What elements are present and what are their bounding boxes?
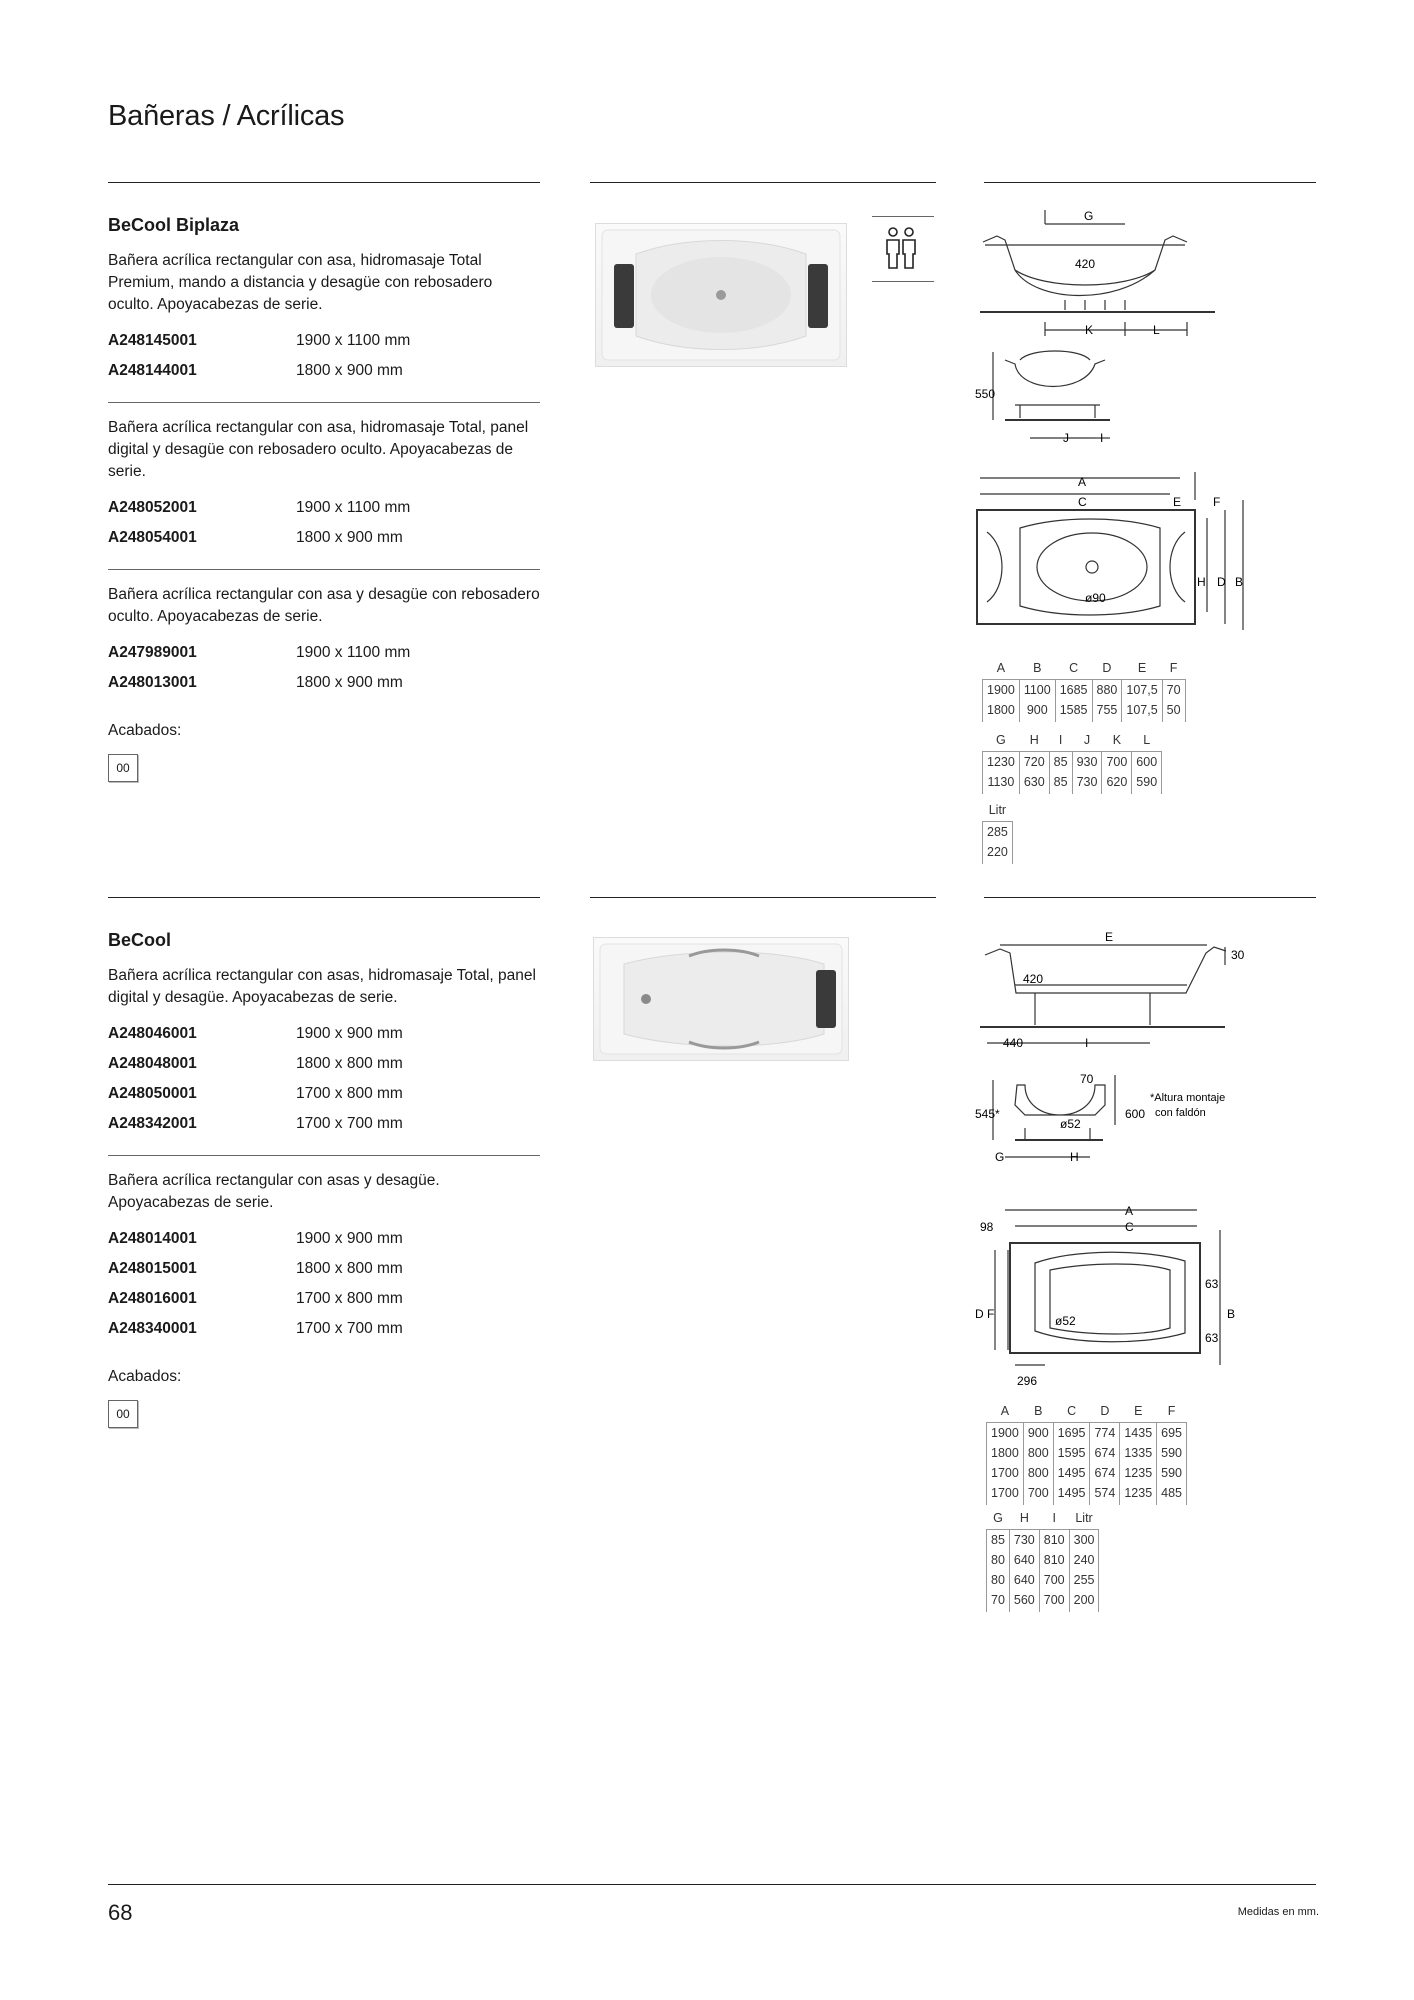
dim-label: 63 bbox=[1205, 1277, 1219, 1291]
technical-drawing-biplaza bbox=[975, 210, 1295, 650]
dim-label: 440 bbox=[1003, 1036, 1024, 1050]
table-row: A248046001 1900 x 900 mm bbox=[108, 1025, 403, 1042]
table-row: A248342001 1700 x 700 mm bbox=[108, 1115, 403, 1132]
table-row: A248054001 1800 x 900 mm bbox=[108, 529, 403, 546]
table-row: 85 730 810 300 bbox=[987, 1530, 1099, 1551]
dim-label: I bbox=[1100, 431, 1104, 445]
divider bbox=[108, 897, 540, 898]
product-description: Bañera acrílica rectangular con asas, hidromasaje Total, panel digital y desagüe. Apoyacabezas de serie. bbox=[108, 967, 536, 1006]
table-row: 1230 720 85 930 700 600 bbox=[983, 752, 1162, 773]
table-row: 1800 900 1585 755 107,5 50 bbox=[983, 700, 1186, 722]
dim-label: I bbox=[1085, 1036, 1089, 1050]
drain-label: ø52 bbox=[1060, 1117, 1081, 1131]
note-text: *Altura montaje bbox=[1150, 1092, 1226, 1104]
dimension-table-4: A B C D E F 1900 900 1695 774 1435 695 1800 800 1595 674 1335 590 1700 800 1495 674 1235 590 1700 700 1495 574 1235 485 bbox=[986, 1403, 1187, 1505]
dim-label: 550 bbox=[975, 387, 996, 401]
dim-label: E bbox=[1105, 930, 1114, 944]
becool-section bbox=[108, 930, 540, 1428]
finish-swatch[interactable]: 00 bbox=[108, 1400, 138, 1428]
table-row: 1900 900 1695 774 1435 695 bbox=[987, 1423, 1187, 1444]
table-row: A248050001 1700 x 800 mm bbox=[108, 1085, 403, 1102]
dim-label: 63 bbox=[1205, 1331, 1219, 1345]
divider bbox=[108, 569, 540, 570]
table-row: A248340001 1700 x 700 mm bbox=[108, 1320, 403, 1337]
page-title: Bañeras / Acrílicas bbox=[108, 100, 345, 132]
product-description: Bañera acrílica rectangular con asas y desagüe. Apoyacabezas de serie. bbox=[108, 1172, 440, 1211]
table-row: A248144001 1800 x 900 mm bbox=[108, 362, 403, 379]
table-row: 220 bbox=[983, 842, 1013, 864]
dim-label: J bbox=[1063, 431, 1069, 445]
note-text: con faldón bbox=[1155, 1107, 1206, 1119]
two-persons-icon bbox=[884, 226, 918, 275]
product-description: Bañera acrílica rectangular con asa y desagüe con rebosadero oculto. Apoyacabezas de serie. bbox=[108, 586, 540, 625]
dimension-table-3: Litr 285 220 bbox=[982, 802, 1013, 864]
table-row: 80 640 810 240 bbox=[987, 1550, 1099, 1570]
dimension-table-5: G H I Litr 85 730 810 300 80 640 810 240 80 640 700 255 70 560 700 200 bbox=[986, 1510, 1099, 1612]
bathtub-image bbox=[594, 938, 848, 1060]
table-row: 1900 1100 1685 880 107,5 70 bbox=[983, 680, 1186, 701]
finishes-label: Acabados: bbox=[108, 722, 182, 739]
table-row: A248014001 1900 x 900 mm bbox=[108, 1230, 403, 1247]
code-table bbox=[108, 638, 410, 698]
page-number: 68 bbox=[108, 1900, 133, 1925]
table-row: A248048001 1800 x 800 mm bbox=[108, 1055, 403, 1072]
drain-label: ø90 bbox=[1085, 591, 1106, 605]
table-row: 1700 800 1495 674 1235 590 bbox=[987, 1463, 1187, 1483]
product-title: BeCool bbox=[108, 930, 171, 950]
table-row: A248013001 1800 x 900 mm bbox=[108, 674, 403, 691]
table-row: 1800 800 1595 674 1335 590 bbox=[987, 1443, 1187, 1463]
divider bbox=[108, 402, 540, 403]
product-photo-biplaza bbox=[595, 223, 847, 367]
code-table bbox=[108, 493, 410, 553]
product-photo-becool bbox=[593, 937, 849, 1061]
dim-label: L bbox=[1153, 323, 1160, 337]
dim-label: E bbox=[1173, 495, 1182, 509]
dim-label: C bbox=[1078, 495, 1087, 509]
code-table bbox=[108, 1019, 403, 1139]
code-table bbox=[108, 1224, 403, 1344]
footnote: Medidas en mm. bbox=[1237, 1906, 1319, 1918]
product-description: Bañera acrílica rectangular con asa, hidromasaje Total Premium, mando a distancia y desagüe con rebosadero oculto. Apoyacabezas de serie. bbox=[108, 252, 493, 313]
dim-label: 30 bbox=[1231, 948, 1245, 962]
divider bbox=[984, 182, 1316, 183]
technical-drawing-becool bbox=[975, 925, 1305, 1395]
table-row: 1130 630 85 730 620 590 bbox=[983, 772, 1162, 794]
code-table bbox=[108, 326, 410, 386]
dim-label: C bbox=[1125, 1220, 1134, 1234]
dim-label: 545* bbox=[975, 1107, 1000, 1121]
dim-label: H bbox=[1197, 575, 1206, 589]
dim-label: H bbox=[1070, 1150, 1079, 1164]
table-row: A248016001 1700 x 800 mm bbox=[108, 1290, 403, 1307]
dim-label: 70 bbox=[1080, 1072, 1094, 1086]
dim-label: B bbox=[1227, 1307, 1236, 1321]
dimension-table-1: A B C D E F 1900 1100 1685 880 107,5 70 1800 900 1585 755 107,5 50 bbox=[982, 660, 1186, 722]
dim-label: A bbox=[1125, 1204, 1134, 1218]
table-row: A248015001 1800 x 800 mm bbox=[108, 1260, 403, 1277]
dim-label: 420 bbox=[1075, 257, 1096, 271]
divider bbox=[108, 1155, 540, 1156]
dim-label: F bbox=[1213, 495, 1221, 509]
divider bbox=[590, 182, 936, 183]
table-row: 285 bbox=[983, 822, 1013, 843]
dim-label: 420 bbox=[1023, 972, 1044, 986]
table-row: A248052001 1900 x 1100 mm bbox=[108, 499, 411, 516]
table-row: 1700 700 1495 574 1235 485 bbox=[987, 1483, 1187, 1505]
finishes-label: Acabados: bbox=[108, 1368, 182, 1385]
biplaza-section bbox=[108, 215, 540, 782]
dimension-table-2: G H I J K L 1230 720 85 930 700 600 1130 630 85 730 620 590 bbox=[982, 732, 1162, 794]
product-description: Bañera acrílica rectangular con asa, hidromasaje Total, panel digital y desagüe con rebosadero oculto. Apoyacabezas de serie. bbox=[108, 419, 529, 480]
divider bbox=[984, 897, 1316, 898]
dim-label: D bbox=[1217, 575, 1226, 589]
dim-label: G bbox=[995, 1150, 1005, 1164]
dim-label: 98 bbox=[980, 1220, 994, 1234]
dim-label: B bbox=[1235, 575, 1244, 589]
dim-label: 600 bbox=[1125, 1107, 1146, 1121]
table-row: A248145001 1900 x 1100 mm bbox=[108, 332, 411, 349]
table-row: 80 640 700 255 bbox=[987, 1570, 1099, 1590]
divider bbox=[590, 897, 936, 898]
bathtub-image bbox=[596, 224, 846, 366]
divider bbox=[872, 216, 934, 217]
table-row: 70 560 700 200 bbox=[987, 1590, 1099, 1612]
table-row: A247989001 1900 x 1100 mm bbox=[108, 644, 411, 661]
finish-swatch[interactable]: 00 bbox=[108, 754, 138, 782]
divider bbox=[108, 1884, 1316, 1885]
product-title: BeCool Biplaza bbox=[108, 215, 240, 235]
divider bbox=[872, 281, 934, 282]
dim-label: 296 bbox=[1017, 1374, 1038, 1388]
dim-label: A bbox=[1078, 475, 1087, 489]
dim-label: D F bbox=[975, 1307, 995, 1321]
dim-label: G bbox=[1084, 210, 1094, 223]
drain-label: ø52 bbox=[1055, 1314, 1076, 1328]
divider bbox=[108, 182, 540, 183]
dim-label: K bbox=[1085, 323, 1094, 337]
